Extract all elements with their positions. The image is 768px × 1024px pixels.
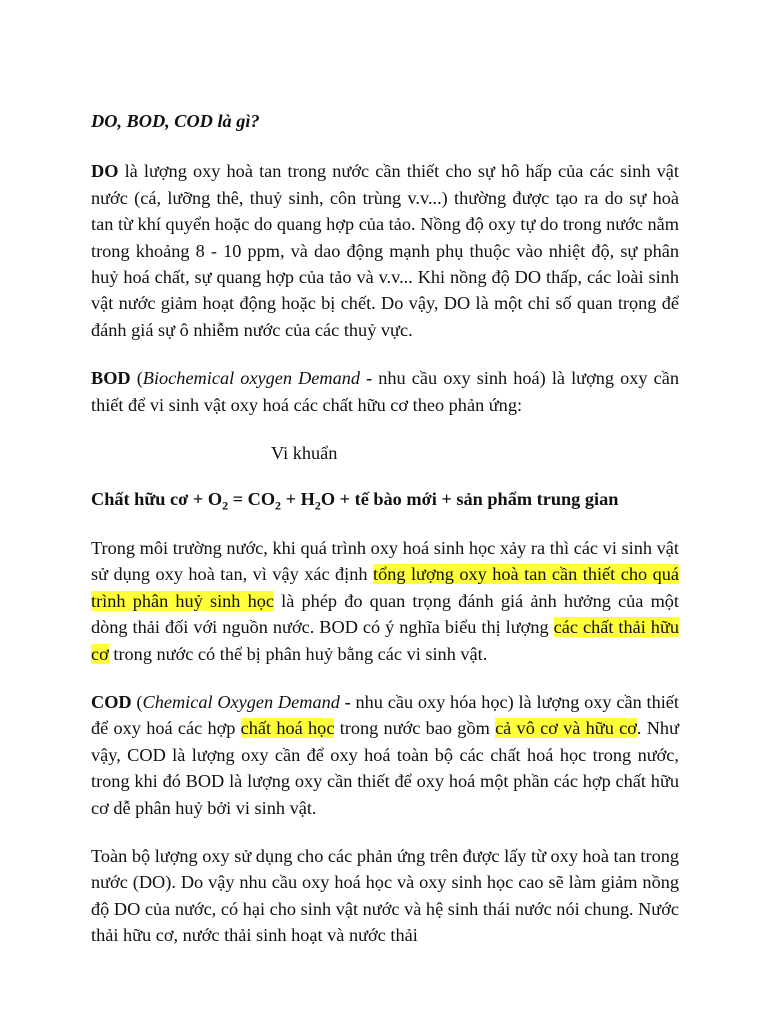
highlight-inorganic-organic: cả vô cơ và hữu cơ bbox=[495, 718, 637, 739]
document-page bbox=[91, 108, 679, 971]
equation-part-3: + H bbox=[281, 489, 315, 510]
paragraph-cod bbox=[91, 689, 679, 821]
paragraph-oxidation bbox=[91, 535, 679, 667]
highlight-chemical: chất hoá học bbox=[240, 718, 335, 739]
cod-english-name: Chemical Oxygen Demand bbox=[142, 691, 340, 712]
cod-text-3: . Như vậy, COD là lượng oxy cần để oxy hoá toàn bộ các chất hoá học trong nước, trong khi đó BOD là lượng oxy cần thiết để oxy hoá một phần các hợp chất hữu cơ dễ phân huỷ bởi vi sinh vật. bbox=[91, 718, 679, 818]
bod-open-paren: ( bbox=[130, 368, 143, 389]
catalyst-label: Vi khuẩn bbox=[271, 443, 338, 464]
equation-part-4: O + tế bào mới + sản phẩm trung gian bbox=[320, 489, 619, 510]
term-cod: COD bbox=[91, 691, 132, 712]
equation-sub-1: 2 bbox=[222, 499, 229, 514]
cod-text-2: trong nước bao gồm bbox=[334, 718, 496, 739]
reaction-equation bbox=[91, 486, 679, 512]
paragraph-bod bbox=[91, 365, 679, 418]
oxidation-text-1: Trong môi trường nước, khi quá trình oxy hoá sinh học xảy ra thì các vi sinh vật sử dụng oxy hoà tan, vì vậy xác định bbox=[91, 537, 679, 585]
cod-text-1: nhu cầu oxy hóa học) là lượng oxy cần thiết để oxy hoá các hợp bbox=[91, 691, 679, 739]
term-bod: BOD bbox=[91, 368, 131, 389]
paragraph-do bbox=[91, 158, 679, 343]
term-do: DO bbox=[91, 161, 119, 182]
paragraph-total-oxygen: Toàn bộ lượng oxy sử dụng cho các phản ứng trên được lấy từ oxy hoà tan trong nước (DO). Do vậy nhu cầu oxy hoá học và oxy sinh học cao sẽ làm giảm nồng độ DO của nước, có hại cho sinh vật nước và hệ sinh thái nước nói chung. Nước thải hữu cơ, nước thải sinh hoạt và nước thải bbox=[91, 845, 679, 946]
equation-sub-3: 2 bbox=[314, 499, 321, 514]
bod-english-name: Biochemical oxygen Demand bbox=[142, 368, 361, 389]
cod-open-paren: ( bbox=[131, 691, 143, 712]
bod-dash: - bbox=[360, 368, 373, 389]
document-title: DO, BOD, COD là gì? bbox=[91, 111, 260, 131]
cod-dash: - bbox=[339, 691, 351, 712]
bod-description: nhu cầu oxy sinh hoá) là lượng oxy cần thiết để vi sinh vật oxy hoá các chất hữu cơ theo phản ứng: bbox=[91, 368, 679, 415]
oxidation-text-2: là phép đo quan trọng đánh giá ảnh hưởng của một dòng thải đối với nguồn nước. BOD có ý nghĩa biểu thị lượng bbox=[91, 590, 680, 638]
highlight-total-oxygen: tổng lượng oxy hoà tan cần thiết cho quá trình phân huỷ sinh học bbox=[91, 564, 679, 611]
equation-sub-2: 2 bbox=[275, 499, 282, 514]
equation-part-2: = CO bbox=[228, 489, 276, 510]
highlight-organic-waste: các chất thải hữu cơ bbox=[91, 617, 679, 664]
oxidation-text-3: trong nước có thể bị phân huỷ bằng các vi sinh vật. bbox=[108, 643, 488, 664]
equation-part-1: Chất hữu cơ + O bbox=[91, 489, 223, 510]
do-description: là lượng oxy hoà tan trong nước cần thiết cho sự hô hấp của các sinh vật nước (cá, lưỡng thê, thuỷ sinh, côn trùng v.v...) thường được tạo ra do sự hoà tan từ khí quyển hoặc do quang hợp của tảo. Nồng độ oxy tự do trong nước nằm trong khoảng 8 - 10 ppm, và dao động mạnh phụ thuộc vào nhiệt độ, sự phân huỷ hoá chất, sự quang hợp của tảo và v.v... Khi nồng độ DO thấp, các loài sinh vật nước giảm hoạt động hoặc bị chết. Do vậy, DO là một chỉ số quan trọng để đánh giá sự ô nhiễm nước của các thuỷ vực. bbox=[91, 161, 679, 340]
